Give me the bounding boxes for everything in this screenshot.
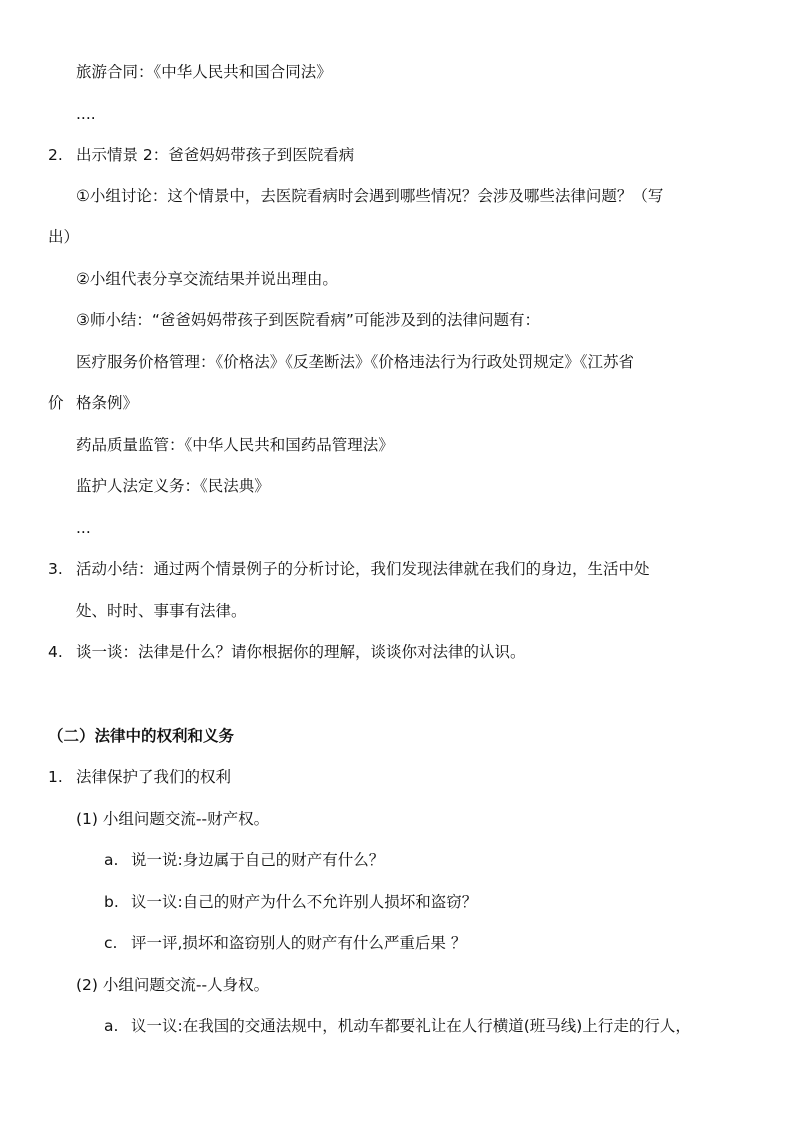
text-line: 医疗服务价格管理：《价格法》《反垄断法》《价格违法行为行政处罚规定》《江苏省 <box>76 353 635 371</box>
section-heading: （二）法律中的权利和义务 <box>48 727 235 745</box>
sub-list-letter: b. <box>104 893 119 911</box>
text-line: ②小组代表分享交流结果并说出理由。 <box>76 270 338 288</box>
text-line: 监护人法定义务：《民法典》 <box>76 477 270 495</box>
sub-list-text: 说一说:身边属于自己的财产有什么？ <box>131 851 385 869</box>
text-line: 处、时时、事事有法律。 <box>76 602 247 620</box>
list-number: 3. <box>48 560 63 578</box>
sub-list-letter: a. <box>104 1017 119 1035</box>
list-number: 4. <box>48 643 63 661</box>
sub-list-text: 评一评,损坏和盗窃别人的财产有什么严重后果 ？ <box>131 934 467 952</box>
sub-item: (1) 小组问题交流--财产权。 <box>76 810 270 828</box>
list-number: 1. <box>48 768 63 786</box>
sub-item: (2) 小组问题交流--人身权。 <box>76 976 270 994</box>
text-line: 格条例》 <box>76 394 139 412</box>
list-item-text: 谈一谈：法律是什么？请你根据你的理解，谈谈你对法律的认识。 <box>76 643 526 661</box>
text-line: ①小组讨论：这个情景中，去医院看病时会遇到哪些情况？会涉及哪些法律问题？（写 <box>76 187 664 205</box>
text-line: 旅游合同：《中华人民共和国合同法》 <box>76 63 332 81</box>
sub-list-text: 议一议:自己的财产为什么不允许别人损坏和盗窃？ <box>131 893 478 911</box>
text-fragment: 价 <box>48 394 64 412</box>
text-line: 药品质量监管：《中华人民共和国药品管理法》 <box>76 436 394 454</box>
ellipsis-line: .... <box>76 105 96 123</box>
list-item-text: 活动小结：通过两个情景例子的分析讨论，我们发现法律就在我们的身边，生活中处 <box>76 560 650 578</box>
list-item-text: 出示情景 2：爸爸妈妈带孩子到医院看病 <box>76 146 355 164</box>
text-line: ③师小结：“爸爸妈妈带孩子到医院看病”可能涉及到的法律问题有： <box>76 311 540 329</box>
list-number: 2. <box>48 146 63 164</box>
text-line: 出） <box>48 228 80 246</box>
list-item-text: 法律保护了我们的权利 <box>76 768 232 786</box>
sub-list-letter: a. <box>104 851 119 869</box>
ellipsis-line: ... <box>76 519 91 537</box>
sub-list-letter: c. <box>104 934 118 952</box>
sub-list-text: 议一议:在我国的交通法规中，机动车都要礼让在人行横道(班马线)上行走的行人， <box>131 1017 691 1035</box>
